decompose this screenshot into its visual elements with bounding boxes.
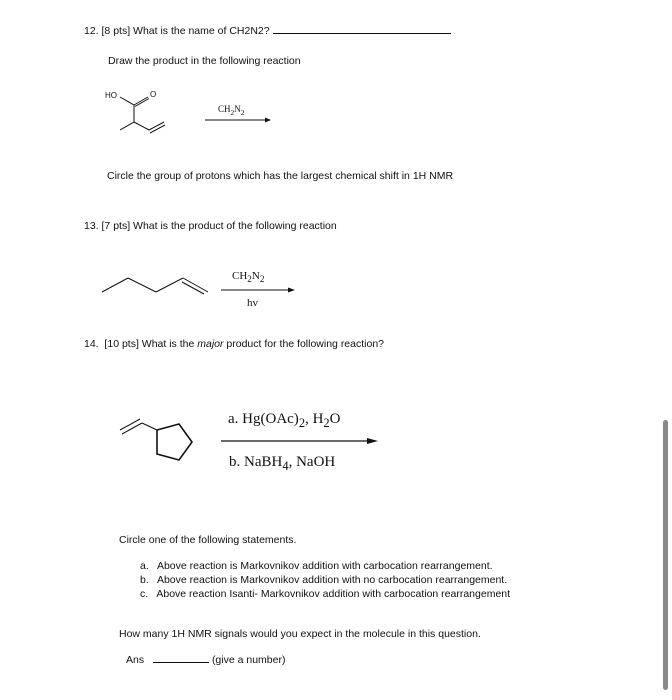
q14-molecule xyxy=(110,412,210,472)
q14-reagent-a: a. $Hg(OAc)_2$, $H_2O$ xyxy=(228,411,341,430)
statement-letter: c. xyxy=(140,588,149,600)
q12-header-row xyxy=(84,26,451,37)
q13-reagent-top: $CH_2N_2$ xyxy=(232,270,265,285)
q14-reagent-b: b. NaBH$_4$, NaOH xyxy=(229,454,336,473)
statement-text: Above reaction is Markovnikov addition with no carbocation rearrangement. xyxy=(156,574,508,586)
q14-circle-prompt: Circle one of the following statements. xyxy=(119,534,297,546)
ans-label: Ans xyxy=(126,654,145,666)
statement-letter: b. xyxy=(140,574,149,586)
statement-text: Above reaction is Markovnikov addition with carbocation rearrangement. xyxy=(156,560,493,572)
statement-text: Above reaction Isanti- Markovnikov addition with carbocation rearrangement xyxy=(156,588,511,600)
q12-draw-prompt: Draw the product in the following reaction xyxy=(108,55,301,67)
statement-a[interactable] xyxy=(140,561,493,572)
q13-molecule xyxy=(100,270,220,300)
statement-b[interactable] xyxy=(140,575,507,586)
q13-reagent-bottom: hv xyxy=(247,297,258,309)
q12-reaction-arrow xyxy=(205,117,275,123)
q14-reaction-arrow xyxy=(221,437,381,445)
q12-header: 12. [8 pts] What is the name of CH2N2? xyxy=(84,25,270,37)
q14-answer-blank[interactable] xyxy=(153,662,209,663)
vertical-scrollbar[interactable] xyxy=(663,420,668,690)
q12-reagent: $CH_2N_2$ xyxy=(218,104,245,117)
q13-header: 13. [7 pts] What is the product of the following reaction xyxy=(84,220,337,232)
q12-o-label: O xyxy=(150,90,157,99)
q14-header: 14. [10 pts] What is the major product for the following reaction? xyxy=(84,338,385,350)
statement-letter: a. xyxy=(140,560,149,572)
statement-c[interactable] xyxy=(140,589,510,600)
q12-answer-blank[interactable] xyxy=(273,33,451,34)
ans-hint: (give a number) xyxy=(211,654,286,666)
q14-answer-row xyxy=(126,655,285,666)
q14-nmr-question: How many 1H NMR signals would you expect in the molecule in this question. xyxy=(119,628,481,640)
q12-ho-label: HO xyxy=(105,91,117,100)
q12-circle-prompt: Circle the group of protons which has the largest chemical shift in 1H NMR xyxy=(107,170,454,182)
q13-reaction-arrow xyxy=(221,287,301,293)
